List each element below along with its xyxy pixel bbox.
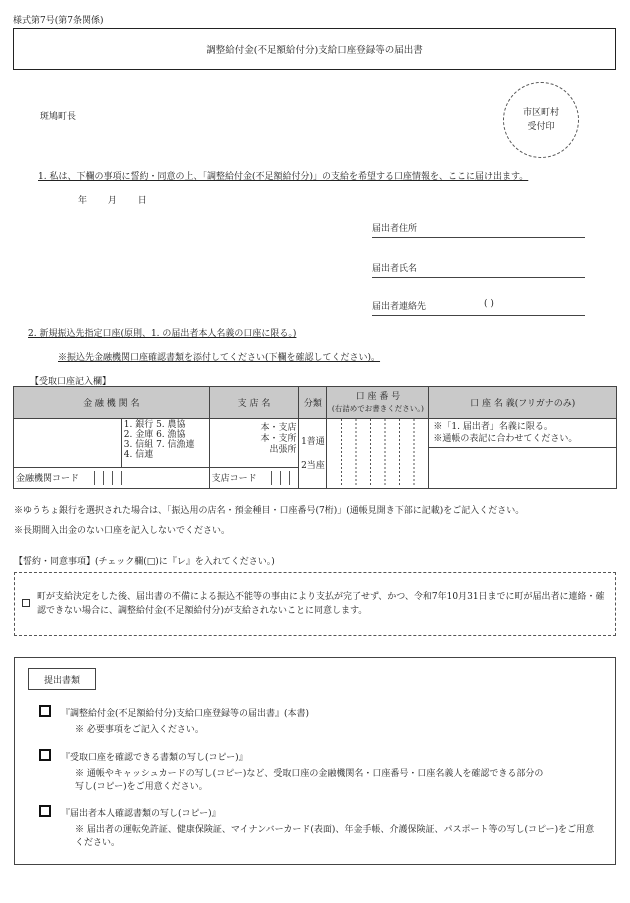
branch-type-option-3[interactable]: 出張所 (269, 445, 297, 455)
date-field[interactable] (78, 193, 165, 206)
branch-type-option-1[interactable]: 本・支店 (260, 423, 297, 433)
documents-label: 提出書類 (28, 668, 96, 690)
section2-note: ※振込先金融機関口座確認書類を添付してください(下欄を確認してください)。 (58, 353, 381, 363)
section1-statement: 1. 私は、下欄の事項に誓約・同意の上、「調整給付金(不足額給付分)」の支給を希望する口座情報を、ここに届け出ます。 (38, 172, 529, 182)
holder-notes (429, 419, 616, 448)
branch-code-boxes[interactable] (263, 471, 290, 485)
account-type-header: 分類 (299, 387, 327, 419)
pledge-heading: 【誓約・同意事項】(チェック欄(□)に『レ』を入れてください。) (14, 557, 275, 567)
account-type-current[interactable]: 2当座 (301, 460, 325, 471)
doc2-checkbox[interactable] (39, 749, 51, 761)
bank-type-options[interactable] (121, 419, 209, 468)
bank-name-header: 金 融 機 関 名 (14, 387, 210, 419)
doc3-note: ※ 届出者の運転免許証、健康保険証、マイナンバーカード(表面)、年金手帳、介護保険証、パスポート等の写し(コピー)をご用意ください。 (75, 825, 595, 848)
account-number-title: 口 座 番 号 (355, 391, 401, 402)
doc1-checkbox[interactable] (39, 705, 51, 717)
branch-code-cell[interactable] (209, 468, 299, 489)
bank-code-boxes[interactable] (86, 471, 122, 485)
bank-name-input[interactable] (14, 419, 122, 468)
applicant-name-field[interactable] (372, 261, 585, 278)
stamp-line-2: 受付印 (527, 122, 555, 132)
applicant-contact-field[interactable] (372, 299, 585, 316)
account-number-subtitle: (右詰めでお書きください。) (331, 403, 424, 413)
account-digit-grid (327, 419, 427, 485)
address-label: 届出者住所 (372, 224, 418, 234)
recipient-label: 斑鳩町長 (40, 112, 77, 122)
reception-stamp-area (503, 82, 579, 158)
holder-note-2: ※通帳の表記に合わせてください。 (433, 434, 578, 444)
note-long-inactive: ※長期間入出金のない口座を記入しないでください。 (14, 526, 231, 536)
pledge-box (14, 572, 616, 636)
form-number-label: 様式第7号(第7条関係) (13, 16, 104, 26)
branch-code-label: 支店コード (211, 473, 257, 484)
bank-account-table (13, 386, 617, 489)
bank-type-option-2[interactable]: 2. 金庫 6. 漁協 (123, 430, 186, 440)
stamp-line-1: 市区町村 (522, 108, 559, 118)
document-title: 調整給付金(不足額給付分)支給口座登録等の届出書 (13, 28, 616, 70)
bank-code-cell[interactable] (14, 468, 210, 489)
account-number-header (327, 387, 429, 419)
contact-paren: ( ) (484, 299, 494, 309)
bank-code-label: 金融機関コード (16, 473, 80, 484)
applicant-address-field[interactable] (372, 221, 585, 238)
pledge-checkbox[interactable] (22, 599, 30, 607)
bank-type-option-3[interactable]: 3. 信組 7. 信漁連 (123, 440, 195, 450)
branch-type-option-2[interactable]: 本・支所 (260, 434, 297, 444)
year-label: 年 (78, 196, 88, 206)
account-number-boxes[interactable] (327, 419, 429, 489)
account-holder-input[interactable] (429, 419, 617, 489)
doc3-title: 『届出者本人確認書類の写し(コピー)』 (61, 809, 221, 819)
account-type-options[interactable] (299, 419, 327, 489)
branch-name-input[interactable] (209, 419, 299, 468)
account-type-ordinary[interactable]: 1普通 (301, 436, 325, 447)
doc3-checkbox[interactable] (39, 805, 51, 817)
name-label: 届出者氏名 (372, 264, 418, 274)
note-yucho: ※ゆうちょ銀行を選択された場合は、「振込用の店名・預金種目・口座番号(7桁)」(通帳見開き下部に記載)をご記入ください。 (14, 506, 525, 516)
doc1-note: ※ 必要事項をご記入ください。 (75, 725, 204, 735)
required-documents-box (14, 657, 616, 865)
bank-type-option-1[interactable]: 1. 銀行 5. 農協 (123, 420, 186, 430)
account-table-heading: 【受取口座記入欄】 (30, 377, 112, 387)
bank-type-option-4[interactable]: 4. 信連 (123, 450, 154, 460)
day-label: 日 (137, 196, 147, 206)
doc2-title: 『受取口座を確認できる書類の写し(コピー)』 (61, 753, 248, 763)
section2-heading: 2. 新規振込先指定口座(原則、1. の届出者本人名義の口座に限る。) (28, 329, 297, 339)
doc2-note: ※ 通帳やキャッシュカードの写し(コピー)など、受取口座の金融機関名・口座番号・口座名義人を確認できる部分の写し(コピー)をご用意ください。 (75, 769, 544, 792)
doc1-title: 『調整給付金(不足額給付分)支給口座登録等の届出書』(本書) (61, 709, 310, 719)
pledge-text: 町が支給決定をした後、届出書の不備による振込不能等の事由により支払が完了せず、かつ、令和7年10月31日までに町が届出者に連絡・確認できない場合に、調整給付金(不足額給付分)が支給されないことに同意します。 (37, 592, 605, 616)
account-holder-header: 口 座 名 義(フリガナのみ) (429, 387, 617, 419)
month-label: 月 (107, 196, 117, 206)
holder-note-1: ※「1. 届出者」名義に限る。 (433, 422, 553, 432)
contact-label: 届出者連絡先 (372, 302, 427, 312)
branch-name-header: 支 店 名 (209, 387, 299, 419)
